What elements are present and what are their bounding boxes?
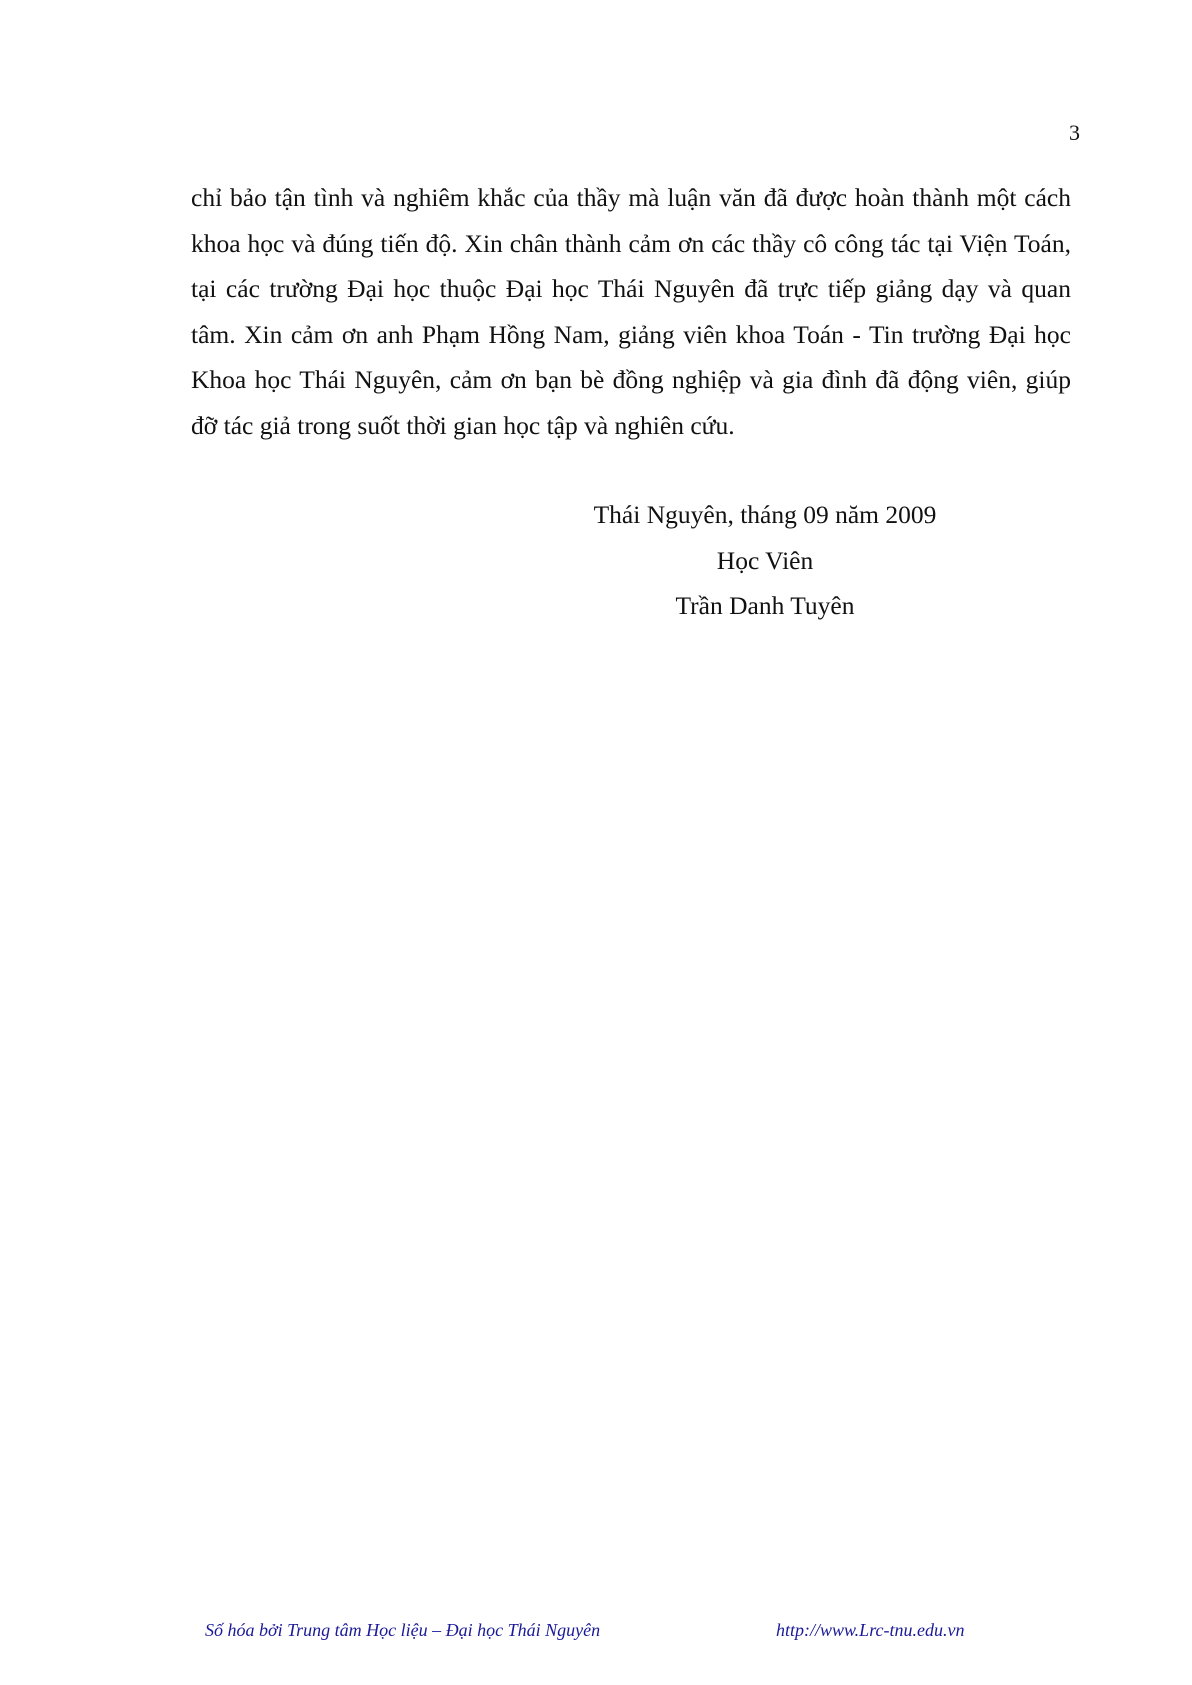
- footer-digitized-by: Số hóa bởi Trung tâm Học liệu – Đại học Thái Nguyên: [205, 1620, 601, 1640]
- body-paragraph: chỉ bảo tận tình và nghiêm khắc của thầy mà luận văn đã được hoàn thành một cách khoa học và đúng tiến độ. Xin chân thành cảm ơn các thầy cô công tác tại Viện Toán, tại các trường Đại học thuộc Đại học Thái Nguyên đã trực tiếp giảng dạy và quan tâm. Xin cảm ơn anh Phạm Hồng Nam, giảng viên khoa Toán - Tin trường Đại học Khoa học Thái Nguyên, cảm ơn bạn bè đồng nghiệp và gia đình đã động viên, giúp đỡ tác giả trong suốt thời gian học tập và nghiên cứu.: [191, 183, 1071, 440]
- signature-role: Học Viên: [716, 545, 814, 575]
- page-number: 3: [1069, 120, 1080, 145]
- signature-block: [500, 492, 1030, 629]
- signature-name: Trần Danh Tuyên: [675, 591, 855, 620]
- signature-place-date: Thái Nguyên, tháng 09 năm 2009: [593, 500, 937, 529]
- footer-url: http://www.Lrc-tnu.edu.vn: [776, 1620, 965, 1640]
